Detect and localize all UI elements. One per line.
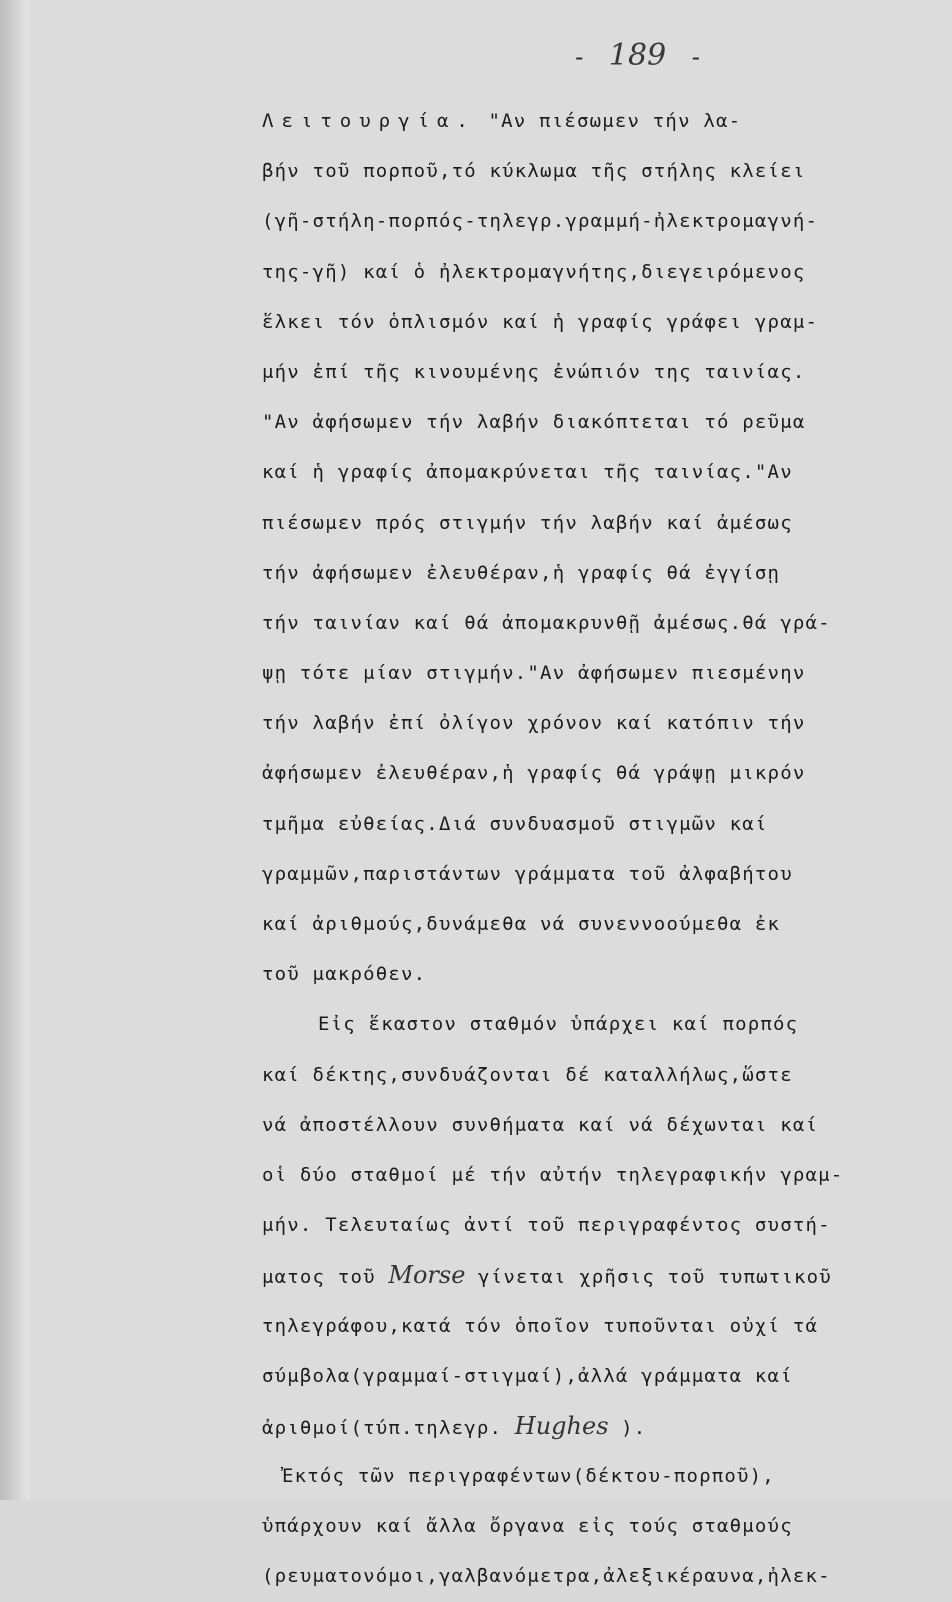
text-line (262, 96, 902, 146)
text-segment: ἀφήσωμεν ἐλευθέραν,ἡ γραφίς θά γράψῃ μικρόν (262, 762, 806, 785)
text-line (262, 196, 902, 246)
text-segment: τμῆμα εὐθείας.Διά συνδυασμοῦ στιγμῶν καί (262, 812, 768, 835)
text-line (262, 949, 902, 999)
text-segment: νά ἀποστέλλουν συνθήματα καί νά δέχωνται καί (262, 1113, 819, 1136)
text-segment: Ἐκτός τῶν περιγραφέντων(δέκτου-πορποῦ), (282, 1465, 775, 1488)
text-segment: τήν ἀφήσωμεν ἐλευθέραν,ἡ γραφίς θά ἐγγίσῃ (262, 561, 781, 584)
text-segment: ἀριθμοί(τύπ.τηλεγρ. (262, 1416, 515, 1439)
text-segment: βήν τοῦ πορποῦ,τό κύκλωμα τῆς στήλης κλείει (262, 160, 806, 183)
page-number: 189 (608, 38, 667, 73)
text-line (262, 347, 902, 397)
text-segment: "Αν ἀφήσωμεν τήν λαβήν διακόπτεται τό ρεῦμα (262, 411, 806, 434)
section-heading: Λειτουργία. (262, 110, 476, 132)
text-line (262, 1301, 902, 1351)
typewritten-body (262, 96, 902, 1602)
text-segment: καί ἡ γραφίς ἀπομακρύνεται τῆς ταινίας."Αν (262, 461, 793, 484)
text-segment: "Αν πιέσωμεν τήν λα- (488, 110, 742, 132)
page-binding-edge (0, 0, 30, 1500)
text-segment: της-γῆ) καί ὁ ἠλεκτρομαγνήτης,διεγειρόμενος (262, 260, 806, 283)
text-line (262, 899, 902, 949)
text-segment: καί ἀριθμούς,δυνάμεθα νά συνεννοούμεθα ἐκ (262, 913, 781, 935)
text-line (262, 748, 902, 798)
text-segment: καί δέκτης,συνδυάζονται δέ καταλλήλως,ὥστε (262, 1063, 793, 1086)
text-line (262, 1351, 902, 1401)
header-dash-right: - (688, 43, 704, 71)
text-segment: μήν ἐπί τῆς κινουμένης ἐνώπιόν της ταινίας. (262, 360, 806, 383)
text-segment: τήν λαβήν ἐπί ὀλίγον χρόνον καί κατόπιν τήν (262, 712, 806, 735)
text-segment: οἱ δύο σταθμοί μέ τήν αὐτήν τηλεγραφικήν γραμ- (262, 1163, 844, 1186)
text-segment: (ρευματονόμοι,γαλβανόμετρα,ἀλεξικέραυνα,ἠλεκ- (262, 1565, 831, 1588)
text-line (262, 1451, 902, 1501)
text-segment: ὑπάρχουν καί ἄλλα ὄργανα εἰς τούς σταθμούς (262, 1515, 793, 1538)
text-line (262, 1250, 902, 1300)
text-line (262, 247, 902, 297)
text-line (262, 849, 902, 899)
handwritten-insert: Hughes (514, 1411, 609, 1440)
text-segment: γίνεται χρῆσις τοῦ τυπωτικοῦ (465, 1266, 832, 1289)
text-line (262, 297, 902, 347)
text-line (262, 447, 902, 497)
text-line (262, 999, 902, 1049)
text-segment: Εἰς ἕκαστον σταθμόν ὑπάρχει καί πορπός (318, 1013, 799, 1036)
text-segment: τοῦ μακρόθεν. (262, 963, 427, 986)
text-line (262, 1501, 902, 1551)
text-line (262, 548, 902, 598)
text-segment: ψῃ τότε μίαν στιγμήν."Αν ἀφήσωμεν πιεσμένην (262, 662, 806, 685)
text-line (262, 1401, 902, 1451)
header-dash-left: - (572, 43, 587, 71)
text-segment: μήν. Τελευταίως ἀντί τοῦ περιγραφέντος συστή- (262, 1214, 831, 1237)
text-segment: ματος τοῦ (262, 1266, 389, 1289)
text-line (262, 146, 902, 196)
text-line (262, 1200, 902, 1250)
text-segment: τηλεγράφου,κατά τόν ὁποῖον τυποῦνται οὐχί τά (262, 1314, 819, 1337)
text-segment: τήν ταινίαν καί θά ἀπομακρυνθῇ ἀμέσως.θά γρά- (262, 611, 831, 634)
text-segment: ἕλκει τόν ὁπλισμόν καί ἡ γραφίς γράφει γραμ- (262, 310, 819, 333)
text-line (262, 1050, 902, 1100)
text-line (262, 397, 902, 447)
text-segment: σύμβολα(γραμμαί-στιγμαί),ἀλλά γράμματα καί (262, 1364, 793, 1387)
handwritten-insert: Morse (388, 1261, 466, 1290)
text-segment: (γῆ-στήλη-πορπός-τηλεγρ.γραμμή-ἠλεκτρομαγνή- (262, 210, 819, 233)
text-line (262, 1150, 902, 1200)
text-segment: πιέσωμεν πρός στιγμήν τήν λαβήν καί ἀμέσως (262, 511, 793, 534)
text-segment: γραμμῶν,παριστάντων γράμματα τοῦ ἀλφαβήτου (262, 862, 793, 885)
text-line (262, 1551, 902, 1601)
text-line (262, 1100, 902, 1150)
text-segment: ). (608, 1416, 647, 1439)
page-header (572, 38, 703, 73)
text-line (262, 498, 902, 548)
text-line (262, 648, 902, 698)
text-line (262, 598, 902, 648)
text-line (262, 799, 902, 849)
text-line (262, 698, 902, 748)
